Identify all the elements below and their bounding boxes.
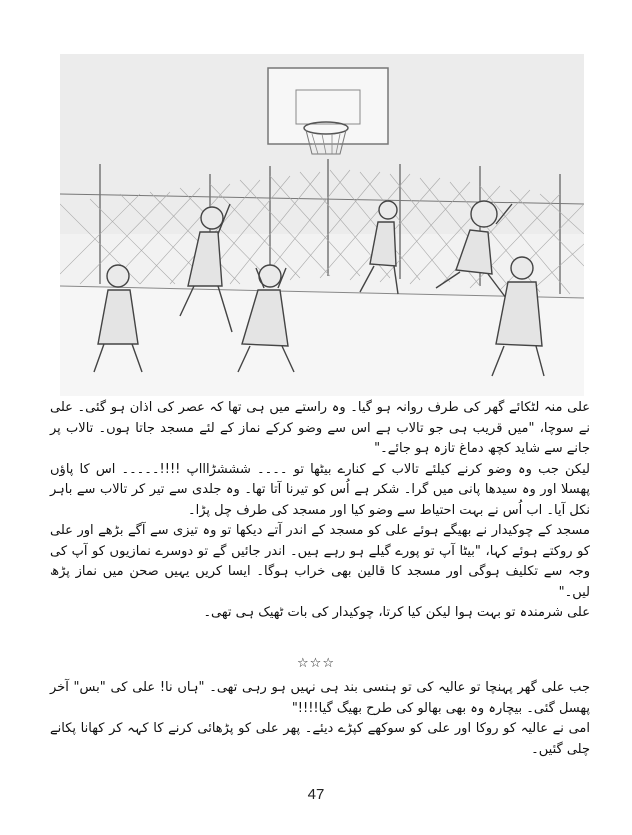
story-text xyxy=(50,398,590,624)
section-separator: ☆☆☆ xyxy=(297,656,335,671)
story-paragraph: امی نے عالیہ کو روکا اور علی کو سوکھے کپڑے دیئے۔ پھر علی کو پڑھائی کرنے کا کہہ کر کھانا پکانے چلی گئیں۔ xyxy=(50,721,590,757)
pencil-sketch xyxy=(60,54,584,396)
story-paragraph: لیکن جب وہ وضو کرنے کیلئے تالاب کے کنارے بیٹھا تو ۔۔۔۔ شششڑاااپ !!!!۔۔۔۔۔ اس کا پاؤں پھسلا اور وہ سیدھا پانی میں گرا۔ شکر ہے اُس کو تیرنا آتا تھا۔ وہ جلدی سے تیر کر تالاب سے باہر نکل آیا۔ اب اُس نے بہت احتیاط سے وضو کیا اور مسجد کی طرف چل پڑا۔ xyxy=(50,461,590,518)
backboard xyxy=(268,68,388,154)
story-paragraph: علی منہ لٹکائے گھر کی طرف روانہ ہو گیا۔ وہ راستے میں ہی تھا کہ عصر کی اذان ہو گئی۔ علی نے سوچا، "میں قریب ہی جو تالاب ہے اس سے وضو کرکے نماز کے لئے مسجد جاتا ہوں۔ تالاب پر جانے سے شاید کچھ دماغ تازہ ہو جائے۔" xyxy=(50,400,590,456)
basketball-court-illustration xyxy=(60,54,584,396)
page-number: 47 xyxy=(307,786,325,803)
story-paragraph: علی شرمندہ تو بہت ہوا لیکن کیا کرتا، چوکیدار کی بات ٹھیک ہی تھی۔ xyxy=(203,605,590,620)
story-paragraph: جب علی گھر پہنچا تو عالیہ کی تو ہنسی بند ہی نہیں ہو رہی تھی۔ "ہاں نا! علی کی "بس" آخر پھسل گئی۔ بیچارہ وہ بھی بھالو کی طرح بھیگ گیا!!!!" xyxy=(50,680,590,716)
story-paragraph: مسجد کے چوکیدار نے بھیگے ہوئے علی کو مسجد کے اندر آتے دیکھا تو وہ تیزی سے آگے بڑھے اور علی کو روکتے ہوئے کہا، "بیٹا آپ تو پورے گیلے ہو رہے ہیں۔ اندر جائیں گے تو دوسرے نمازیوں کو آپ کی وجہ سے تکلیف ہوگی اور مسجد کا قالین بھی خراب ہوگا۔ ایسا کریں یہیں صحن میں نماز پڑھ لیں۔" xyxy=(50,523,590,600)
story-text-continued xyxy=(50,678,590,760)
